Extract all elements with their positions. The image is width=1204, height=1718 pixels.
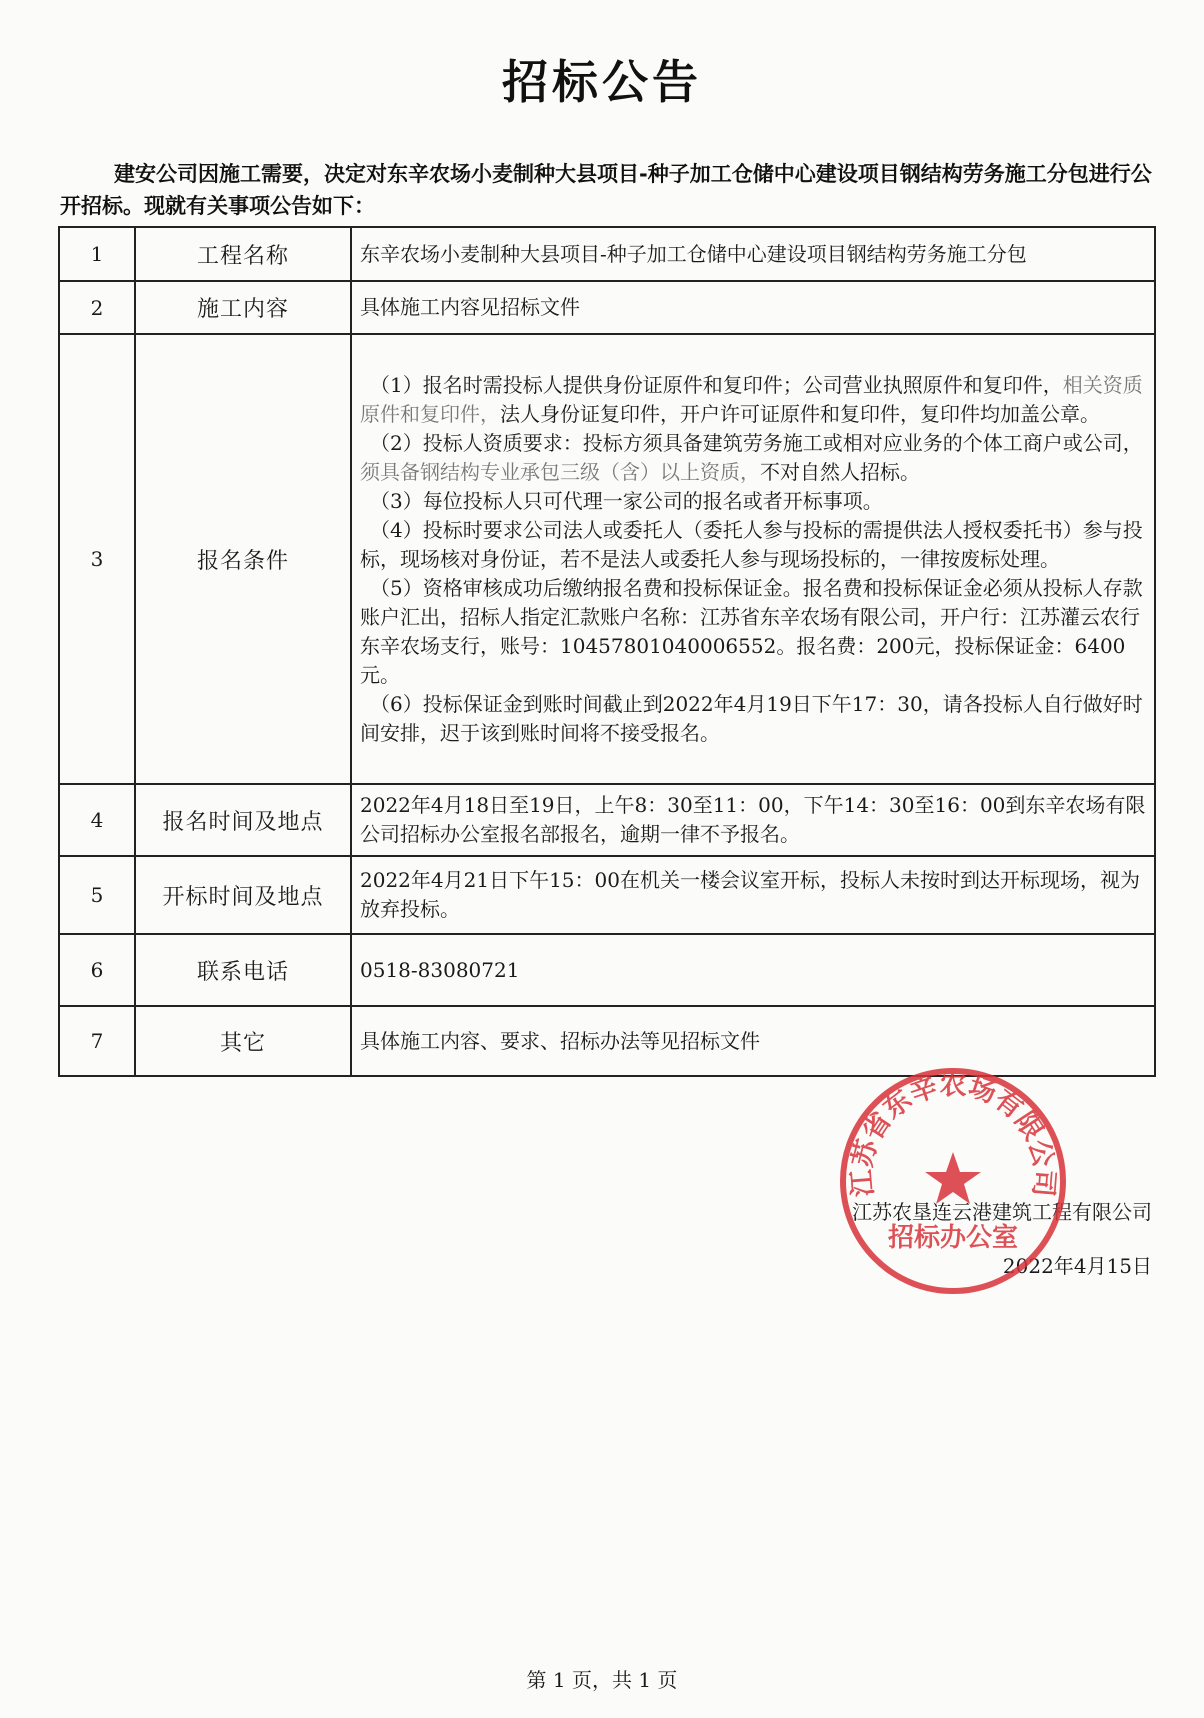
condition-item: （1）报名时需投标人提供身份证原件和复印件；公司营业执照原件和复印件，相关资质原件和复印件，法人身份证复印件，开户许可证原件和复印件，复印件均加盖公章。 [360,372,1143,426]
row-label: 报名条件 [135,334,351,784]
row-value: 东辛农场小麦制种大县项目-种子加工仓储中心建设项目钢结构劳务施工分包 [351,227,1155,281]
row-value: 具体施工内容见招标文件 [351,281,1155,334]
row-number: 1 [59,227,135,281]
row-number: 2 [59,281,135,334]
seal-bottom-text: 招标办公室 [887,1223,1019,1253]
table-row [59,227,1155,281]
row-label: 联系电话 [135,934,351,1006]
issue-date: 2022年4月15日 [1002,1254,1152,1278]
row-label: 其它 [135,1006,351,1076]
official-seal-stamp [836,1064,1070,1298]
announcement-table [58,226,1156,1077]
condition-item: （3）每位投标人只可代理一家公司的报名或者开标事项。 [370,488,883,513]
row-value: 2022年4月21日下午15：00在机关一楼会议室开标，投标人未按时到达开标现场，视为放弃投标。 [351,856,1155,934]
row-number: 6 [59,934,135,1006]
table-row [59,784,1155,856]
condition-item: （4）投标时要求公司法人或委托人（委托人参与投标的需提供法人授权委托书）参与投标，现场核对身份证，若不是法人或委托人参与现场投标的，一律按废标处理。 [360,517,1143,571]
table-row [59,281,1155,334]
row-label: 报名时间及地点 [135,784,351,856]
table-row [59,856,1155,934]
row-label: 工程名称 [135,227,351,281]
condition-item: （6）投标保证金到账时间截止到2022年4月19日下午17：30，请各投标人自行做好时间安排，迟于该到账时间将不接受报名。 [360,691,1143,745]
condition-item: （2）投标人资质要求：投标方须具备建筑劳务施工或相对应业务的个体工商户或公司，须具备钢结构专业承包三级（含）以上资质，不对自然人招标。 [360,430,1143,484]
row-label: 开标时间及地点 [135,856,351,934]
seal-star-icon [925,1152,981,1204]
issuer-name: 江苏农垦连云港建筑工程有限公司 [852,1200,1152,1224]
registration-conditions [351,334,1155,784]
condition-item: （5）资格审核成功后缴纳报名费和投标保证金。报名费和投标保证金必须从投标人存款账户汇出，招标人指定汇款账户名称：江苏省东辛农场有限公司，开户行：江苏灌云农行东辛农场支行，账号：10457801040006552。报名费：200元，投标保证金：6400元。 [360,575,1143,687]
table-row [59,934,1155,1006]
row-value: 0518-83080721 [351,934,1155,1006]
row-number: 4 [59,784,135,856]
intro-paragraph: 建安公司因施工需要，决定对东辛农场小麦制种大县项目-种子加工仓储中心建设项目钢结构劳务施工分包进行公开招标。现就有关事项公告如下： [60,162,1152,218]
row-number: 3 [59,334,135,784]
row-number: 7 [59,1006,135,1076]
page-footer: 第 1 页，共 1 页 [526,1668,678,1692]
row-number: 5 [59,856,135,934]
table-row [59,334,1155,784]
page-title: 招标公告 [502,55,702,109]
seal-top-text: 江苏省东辛农场有限公司 [846,1070,1060,1198]
row-value: 具体施工内容、要求、招标办法等见招标文件 [351,1006,1155,1076]
row-label: 施工内容 [135,281,351,334]
row-value: 2022年4月18日至19日，上午8：30至11：00，下午14：30至16：00到东辛农场有限公司招标办公室报名部报名，逾期一律不予报名。 [351,784,1155,856]
